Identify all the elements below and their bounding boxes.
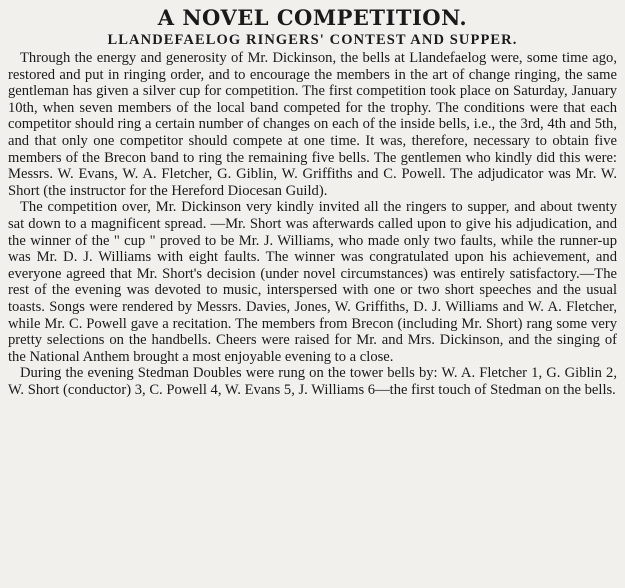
article-body [8, 50, 617, 398]
paragraph-stedman-doubles: During the evening Stedman Doubles were rung on the tower bells by: W. A. Fletcher 1, G. Giblin 2, W. Short (conductor) 3, C. Powell 4, W. Evans 5, J. Williams 6—the first touch of Stedman on the bells. [8, 365, 617, 398]
article-headline: A NOVEL COMPETITION. [157, 5, 468, 30]
article-subheadline: LLANDEFAELOG RINGERS' CONTEST AND SUPPER. [107, 32, 518, 48]
paragraph-supper: The competition over, Mr. Dickinson very kindly invited all the ringers to supper, and about twenty sat down to a magnificent spread. —Mr. Short was afterwards called upon to give his adjudication, and the winner of the " cup " proved to be Mr. J. Williams, who made only two faults, while the runner-up was Mr. D. J. Williams with eight faults. The winner was congratulated upon his achievement, and everyone agreed that Mr. Short's decision (under novel circumstances) was entirely satisfactory.—The rest of the evening was devoted to music, interspersed with one or two short speeches and the usual toasts. Songs were rendered by Messrs. Davies, Jones, W. Griffiths, D. J. Williams and W. A. Fletcher, while Mr. C. Powell gave a recitation. The members from Brecon (including Mr. Short) rang some very pretty selections on the handbells. Cheers were raised for Mr. and Mrs. Dickinson, and the singing of the National Anthem brought a most enjoyable evening to a close. [8, 199, 617, 365]
paragraph-competition: Through the energy and generosity of Mr. Dickinson, the bells at Llandefaelog were, some time ago, restored and put in ringing order, and to encourage the members in the art of change ringing, the same gentleman has given a silver cup for competition. The first competition took place on Saturday, January 10th, when seven members of the local band competed for the trophy. The conditions were that each competitor should ring a certain number of changes on each of the inside bells, i.e., the 3rd, 4th and 5th, and that only one competitor should compete at one time. It was, therefore, necessary to obtain five members of the Brecon band to ring the remaining five bells. The gentlemen who kindly did this were: Messrs. W. Evans, W. A. Fletcher, G. Giblin, W. Griffiths and C. Powell. The adjudicator was Mr. W. Short (the instructor for the Hereford Diocesan Guild). [8, 50, 617, 199]
